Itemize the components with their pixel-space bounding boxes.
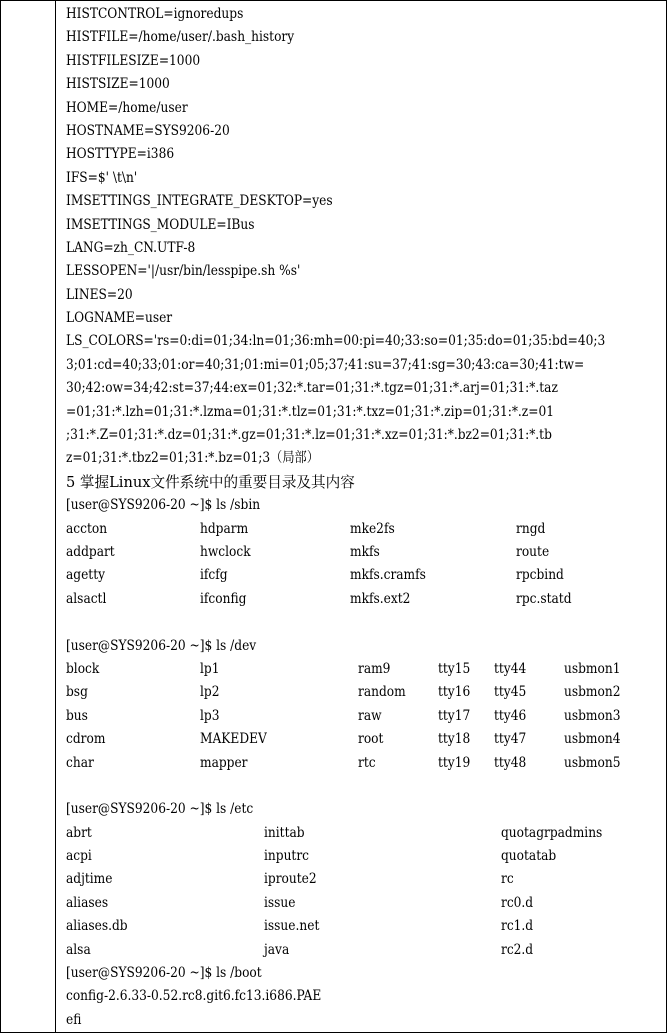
sbin-entry: agetty <box>66 567 106 584</box>
etc-row <box>66 892 662 915</box>
dev-entry: tty48 <box>494 754 527 771</box>
dev-entry: mapper <box>200 754 248 771</box>
env-line: HOSTNAME=SYS9206-20 <box>66 122 230 139</box>
env-line: LOGNAME=user <box>66 310 173 327</box>
blank-line <box>66 775 662 798</box>
dev-entry: lp2 <box>200 684 220 701</box>
command-prompt: [user@SYS9206-20 ~]$ ls /dev <box>66 637 257 654</box>
env-line: HOME=/home/user <box>66 99 188 116</box>
env-line: HISTFILESIZE=1000 <box>66 52 201 69</box>
dev-entry: tty46 <box>494 707 527 724</box>
dev-entry: bus <box>66 707 88 724</box>
etc-entry: alsa <box>66 941 91 958</box>
dev-entry: random <box>358 684 406 701</box>
env-line: =01;31:*.lzh=01;31:*.lzma=01;31:*.tlz=01;31:*.txz=01;31:*.zip=01;31:*.z=01 <box>66 403 554 420</box>
sbin-entry: ifconfig <box>200 590 247 607</box>
env-line: LESSOPEN='|/usr/bin/lesspipe.sh %s' <box>66 263 301 280</box>
etc-entry: rc1.d <box>501 918 534 935</box>
sbin-entry: accton <box>66 520 108 537</box>
dev-entry: tty47 <box>494 731 527 748</box>
dev-entry: tty15 <box>438 660 471 677</box>
dev-entry: MAKEDEV <box>200 731 267 748</box>
sbin-entry: rngd <box>516 520 546 537</box>
dev-entry: usbmon5 <box>564 754 621 771</box>
sbin-entry: hwclock <box>200 543 251 560</box>
env-line: 30;42:ow=34;42:st=37;44:ex=01;32:*.tar=01;31:*.tgz=01;31:*.arj=01;31:*.taz <box>66 380 558 397</box>
dev-entry: tty19 <box>438 754 471 771</box>
etc-entry: quotatab <box>501 848 557 865</box>
etc-entry: iproute2 <box>264 871 317 888</box>
dev-entry: tty17 <box>438 707 471 724</box>
sbin-entry: hdparm <box>200 520 249 537</box>
etc-row <box>66 915 662 938</box>
etc-entry: java <box>264 941 290 958</box>
sbin-entry: alsactl <box>66 590 107 607</box>
table-column-divider <box>55 0 56 1033</box>
etc-entry: aliases <box>66 894 109 911</box>
terminal-output <box>66 3 662 1032</box>
dev-entry: tty45 <box>494 684 527 701</box>
etc-row <box>66 939 662 962</box>
sbin-row <box>66 564 662 587</box>
etc-entry: rc2.d <box>501 941 534 958</box>
dev-entry: usbmon1 <box>564 660 621 677</box>
dev-entry: usbmon4 <box>564 731 621 748</box>
env-line: LINES=20 <box>66 286 133 303</box>
dev-row <box>66 705 662 728</box>
etc-entry: issue <box>264 894 296 911</box>
env-line: 3;01:cd=40;33;01:or=40;31;01:mi=01;05;37;41:su=37;41:sg=30;43:ca=30;41:tw= <box>66 356 585 373</box>
command-prompt: [user@SYS9206-20 ~]$ ls /etc <box>66 801 254 818</box>
etc-entry: acpi <box>66 848 92 865</box>
sbin-entry: mkfs.cramfs <box>350 567 426 584</box>
etc-entry: quotagrpadmins <box>501 824 603 841</box>
dev-entry: ram9 <box>358 660 391 677</box>
dev-entry: lp1 <box>200 660 220 677</box>
env-line: ;31:*.Z=01;31:*.dz=01;31:*.gz=01;31:*.lz=01;31:*.xz=01;31:*.bz2=01;31:*.tb <box>66 427 552 444</box>
command-prompt: [user@SYS9206-20 ~]$ ls /sbin <box>66 497 261 514</box>
dev-entry: block <box>66 660 100 677</box>
dev-row <box>66 681 662 704</box>
etc-row <box>66 868 662 891</box>
dev-entry: cdrom <box>66 731 106 748</box>
boot-file: efi <box>66 1011 82 1028</box>
dev-listing <box>66 658 662 775</box>
env-line: IMSETTINGS_MODULE=IBus <box>66 216 255 233</box>
sbin-entry: route <box>516 543 550 560</box>
env-line: LS_COLORS='rs=0:di=01;34:ln=01;36:mh=00:pi=40;33:so=01;35:do=01;35:bd=40;3 <box>66 333 606 350</box>
env-line: IFS=$' \t\n' <box>66 169 138 186</box>
boot-file: config-2.6.33-0.52.rc8.git6.fc13.i686.PAE <box>66 988 322 1005</box>
dev-entry: rtc <box>358 754 376 771</box>
env-line: HOSTTYPE=i386 <box>66 146 175 163</box>
dev-entry: tty16 <box>438 684 471 701</box>
sbin-row <box>66 541 662 564</box>
sbin-row <box>66 518 662 541</box>
dev-row <box>66 728 662 751</box>
etc-entry: inittab <box>264 824 305 841</box>
etc-entry: adjtime <box>66 871 113 888</box>
sbin-entry: mkfs.ext2 <box>350 590 411 607</box>
sbin-listing <box>66 518 662 612</box>
etc-entry: abrt <box>66 824 92 841</box>
sbin-entry: rpc.statd <box>516 590 572 607</box>
env-line: IMSETTINGS_INTEGRATE_DESKTOP=yes <box>66 193 333 210</box>
sbin-entry: rpcbind <box>516 567 564 584</box>
env-line: LANG=zh_CN.UTF-8 <box>66 239 196 256</box>
dev-entry: tty44 <box>494 660 527 677</box>
etc-listing <box>66 822 662 962</box>
dev-entry: char <box>66 754 94 771</box>
etc-row <box>66 845 662 868</box>
sbin-entry: ifcfg <box>200 567 228 584</box>
dev-entry: raw <box>358 707 382 724</box>
sbin-row <box>66 588 662 611</box>
dev-entry: bsg <box>66 684 88 701</box>
blank-line <box>66 611 662 634</box>
sbin-entry: addpart <box>66 543 115 560</box>
env-line: z=01;31:*.tbz2=01;31:*.bz=01;3（局部） <box>66 450 319 467</box>
dev-entry: root <box>358 731 384 748</box>
etc-entry: inputrc <box>264 848 310 865</box>
dev-row <box>66 658 662 681</box>
dev-entry: usbmon3 <box>564 707 621 724</box>
etc-entry: issue.net <box>264 918 320 935</box>
dev-entry: tty18 <box>438 731 471 748</box>
etc-entry: rc <box>501 871 514 888</box>
dev-entry: usbmon2 <box>564 684 621 701</box>
sbin-entry: mkfs <box>350 543 380 560</box>
env-line: HISTFILE=/home/user/.bash_history <box>66 29 295 46</box>
sbin-entry: mke2fs <box>350 520 395 537</box>
command-prompt: [user@SYS9206-20 ~]$ ls /boot <box>66 965 262 982</box>
env-line: HISTSIZE=1000 <box>66 76 170 93</box>
section-heading: 5 掌握Linux文件系统中的重要目录及其内容 <box>66 473 355 491</box>
dev-entry: lp3 <box>200 707 220 724</box>
etc-row <box>66 822 662 845</box>
etc-entry: rc0.d <box>501 894 534 911</box>
dev-row <box>66 752 662 775</box>
etc-entry: aliases.db <box>66 918 128 935</box>
env-line: HISTCONTROL=ignoredups <box>66 6 244 22</box>
